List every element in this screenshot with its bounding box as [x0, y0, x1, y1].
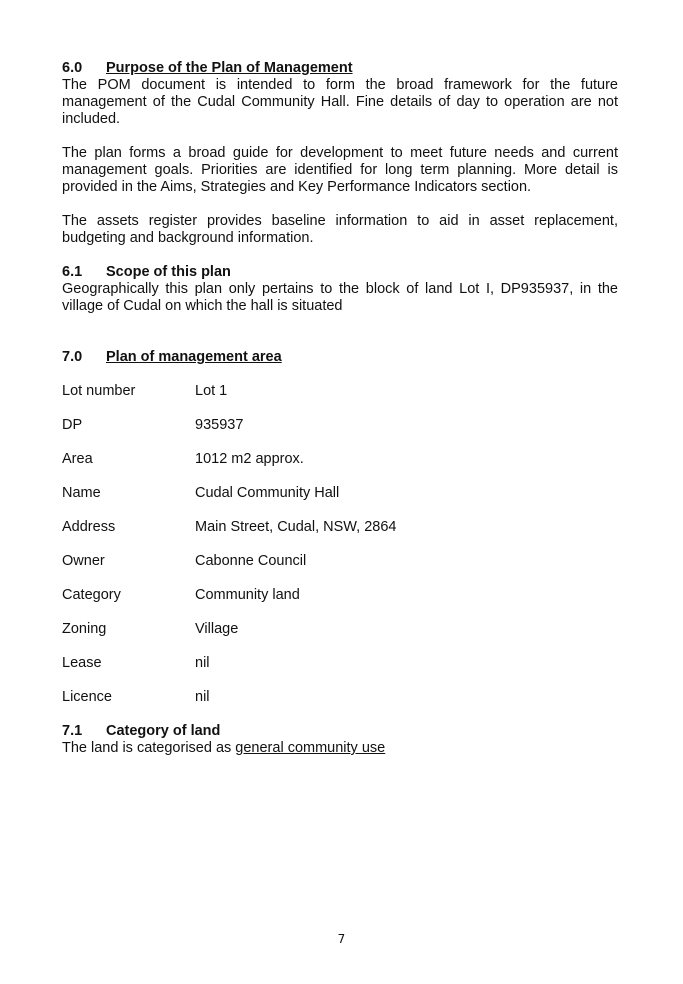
lot-row-area — [62, 451, 618, 485]
lot-label: Lease — [62, 655, 102, 671]
lot-value: 935937 — [195, 417, 244, 433]
section-6-0-number: 6.0 — [62, 60, 83, 76]
lot-row-category — [62, 587, 618, 621]
section-7-1-number: 7.1 — [62, 723, 83, 739]
lot-value: nil — [195, 655, 210, 671]
section-6-0-title: Purpose of the Plan of Management — [106, 60, 353, 76]
lot-value: 1012 m2 approx. — [195, 451, 304, 467]
section-7-0-title: Plan of management area — [106, 349, 282, 365]
lot-label: Area — [62, 451, 93, 467]
lot-label: Address — [62, 519, 116, 535]
lot-value: Cudal Community Hall — [195, 485, 340, 501]
lot-row-dp — [62, 417, 618, 451]
section-6-0-paragraph-3: The assets register provides baseline information to aid in asset replacement, budgeting and background information. — [62, 213, 618, 246]
lot-value: Cabonne Council — [195, 553, 307, 569]
lot-label: Licence — [62, 689, 112, 705]
lot-row-lease — [62, 655, 618, 689]
lot-row-licence — [62, 689, 618, 723]
lot-details-table — [62, 383, 618, 723]
lot-label: Category — [62, 587, 121, 603]
section-6-1-number: 6.1 — [62, 264, 83, 280]
section-6-1-title: Scope of this plan — [106, 264, 231, 280]
lot-value: Village — [195, 621, 239, 637]
section-6-1-paragraph: Geographically this plan only pertains to the block of land Lot I, DP935937, in the village of Cudal on which the hall is situated — [62, 281, 618, 314]
section-6-1-heading — [62, 264, 618, 281]
lot-label: DP — [62, 417, 83, 433]
section-6-0-paragraph-2: The plan forms a broad guide for development to meet future needs and current management goals. Priorities are identified for long term planning. More detail is provided in the Aims, Strategies and Key Performance Indicators section. — [62, 145, 618, 195]
lot-value: Community land — [195, 587, 300, 603]
section-7-1-paragraph — [62, 740, 618, 757]
page-number: 7 — [337, 932, 346, 946]
lot-row-name — [62, 485, 618, 519]
lot-row-owner — [62, 553, 618, 587]
lot-row-address — [62, 519, 618, 553]
section-7-1-heading — [62, 723, 618, 740]
lot-value: nil — [195, 689, 210, 705]
section-7-0-number: 7.0 — [62, 349, 83, 365]
section-6-0-heading — [62, 60, 618, 77]
section-6-0-paragraph-1: The POM document is intended to form the broad framework for the future management of the Cudal Community Hall. Fine details of day to operation are not included. — [62, 77, 618, 127]
lot-row-lot-number — [62, 383, 618, 417]
lot-label: Zoning — [62, 621, 107, 637]
section-7-0-heading — [62, 349, 618, 366]
lot-value: Main Street, Cudal, NSW, 2864 — [195, 519, 397, 535]
lot-row-zoning — [62, 621, 618, 655]
section-7-1-title: Category of land — [106, 723, 221, 739]
category-of-land-value: general community use — [235, 740, 386, 756]
lot-label: Lot number — [62, 383, 136, 399]
lot-label: Owner — [62, 553, 105, 569]
lot-label: Name — [62, 485, 101, 501]
lot-value: Lot 1 — [195, 383, 228, 399]
section-7-1-text-prefix: The land is categorised as — [62, 740, 236, 756]
document-page — [62, 60, 618, 757]
